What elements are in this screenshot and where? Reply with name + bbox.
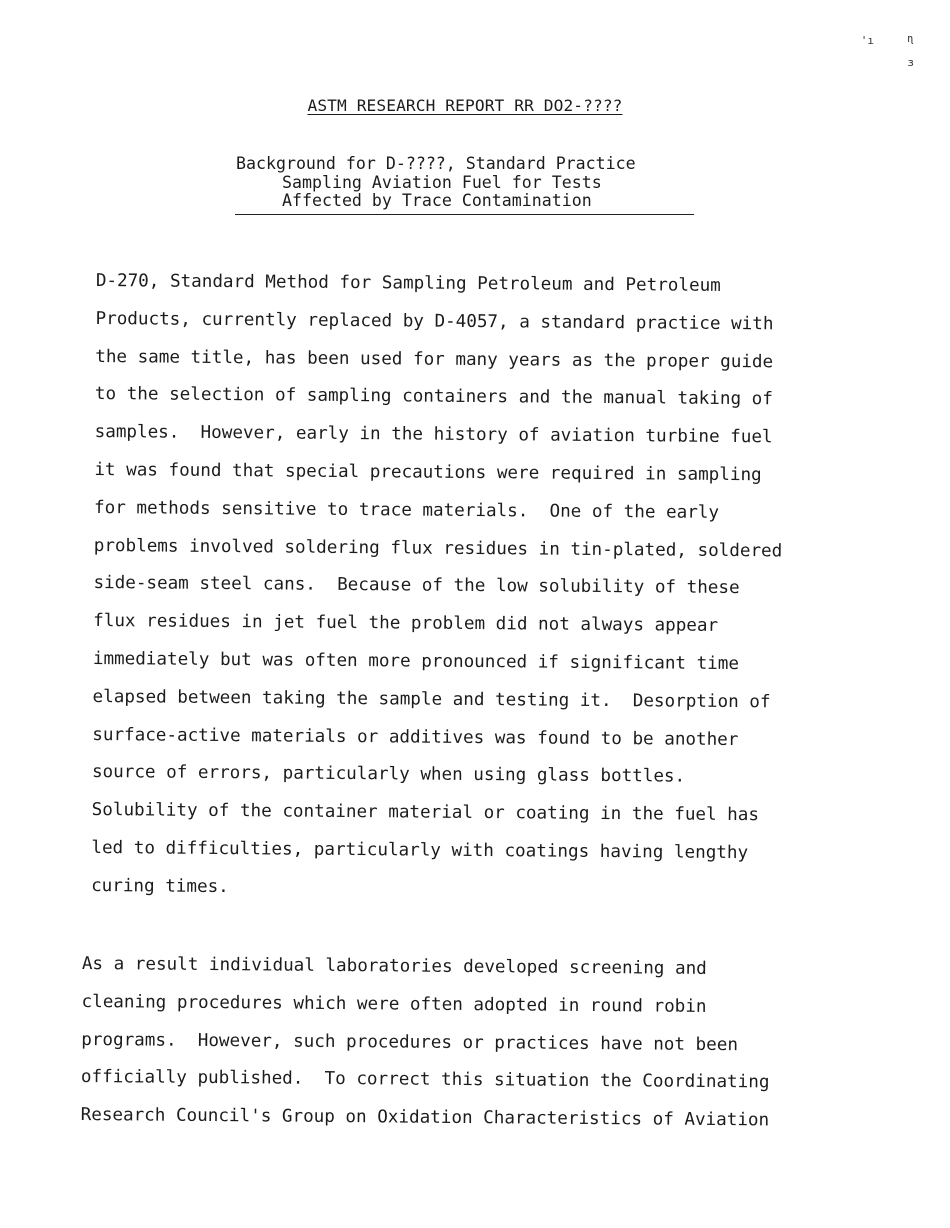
paragraph-line: As a result individual laboratories developed screening and (81, 953, 707, 979)
subtitle-block (236, 155, 636, 211)
paragraph-line: elapsed between taking the sample and testing it. Desorption of (92, 686, 771, 713)
paragraph-line: Research Council's Group on Oxidation Characteristics of Aviation (80, 1105, 770, 1131)
paragraph-line: led to difficulties, particularly with coatings having lengthy (91, 837, 749, 864)
paragraph-line: cleaning procedures which were often adopted in round robin (81, 991, 707, 1017)
corner-mark-3: ɜ (907, 56, 914, 69)
paragraph-line: it was found that special precautions were required in sampling (94, 459, 762, 486)
paragraph-line: the same title, has been used for many years as the proper guide (95, 346, 774, 372)
report-title: ASTM RESEARCH REPORT RR DO2-???? (307, 96, 623, 115)
paragraph-line: Products, currently replaced by D-4057, a standard practice with (95, 308, 774, 335)
paragraph-line: Solubility of the container material or coating in the fuel has (91, 800, 760, 826)
subtitle-underline (235, 214, 694, 215)
paragraph-line: source of errors, particularly when using glass bottles. (91, 762, 686, 788)
paragraph-line: D-270, Standard Method for Sampling Petroleum and Petroleum (95, 270, 721, 296)
paragraph-line: flux residues in jet fuel the problem did not always appear (93, 611, 719, 637)
subtitle-line-3: Affected by Trace Contamination (282, 191, 592, 210)
paragraph-line: samples. However, early in the history of aviation turbine fuel (94, 422, 773, 448)
paragraph-2 (81, 946, 771, 1140)
paragraph-line: immediately but was often more pronounced if significant time (92, 648, 740, 675)
paragraph-line: curing times. (91, 875, 229, 897)
paragraph-line: for methods sensitive to trace materials. One of the early (93, 497, 720, 523)
corner-mark-1: 'ı (860, 34, 874, 47)
paragraph-line: programs. However, such procedures or practices have not been (81, 1029, 739, 1055)
paragraph-line: problems involved soldering flux residues in tin-plated, soldered (93, 535, 783, 561)
subtitle-line-1: Background for D-????, Standard Practice (236, 154, 636, 173)
paragraph-line: surface-active materials or additives was found to be another (92, 724, 739, 750)
paragraph-line: side-seam steel cans. Because of the low solubility of these (93, 573, 740, 599)
paragraph-line: officially published. To correct this situation the Coordinating (80, 1067, 770, 1093)
corner-mark-2: ɳ (907, 32, 914, 45)
paragraph-1 (91, 263, 785, 911)
paragraph-line: to the selection of sampling containers and the manual taking of (94, 384, 773, 410)
subtitle-line-2: Sampling Aviation Fuel for Tests (282, 172, 602, 192)
